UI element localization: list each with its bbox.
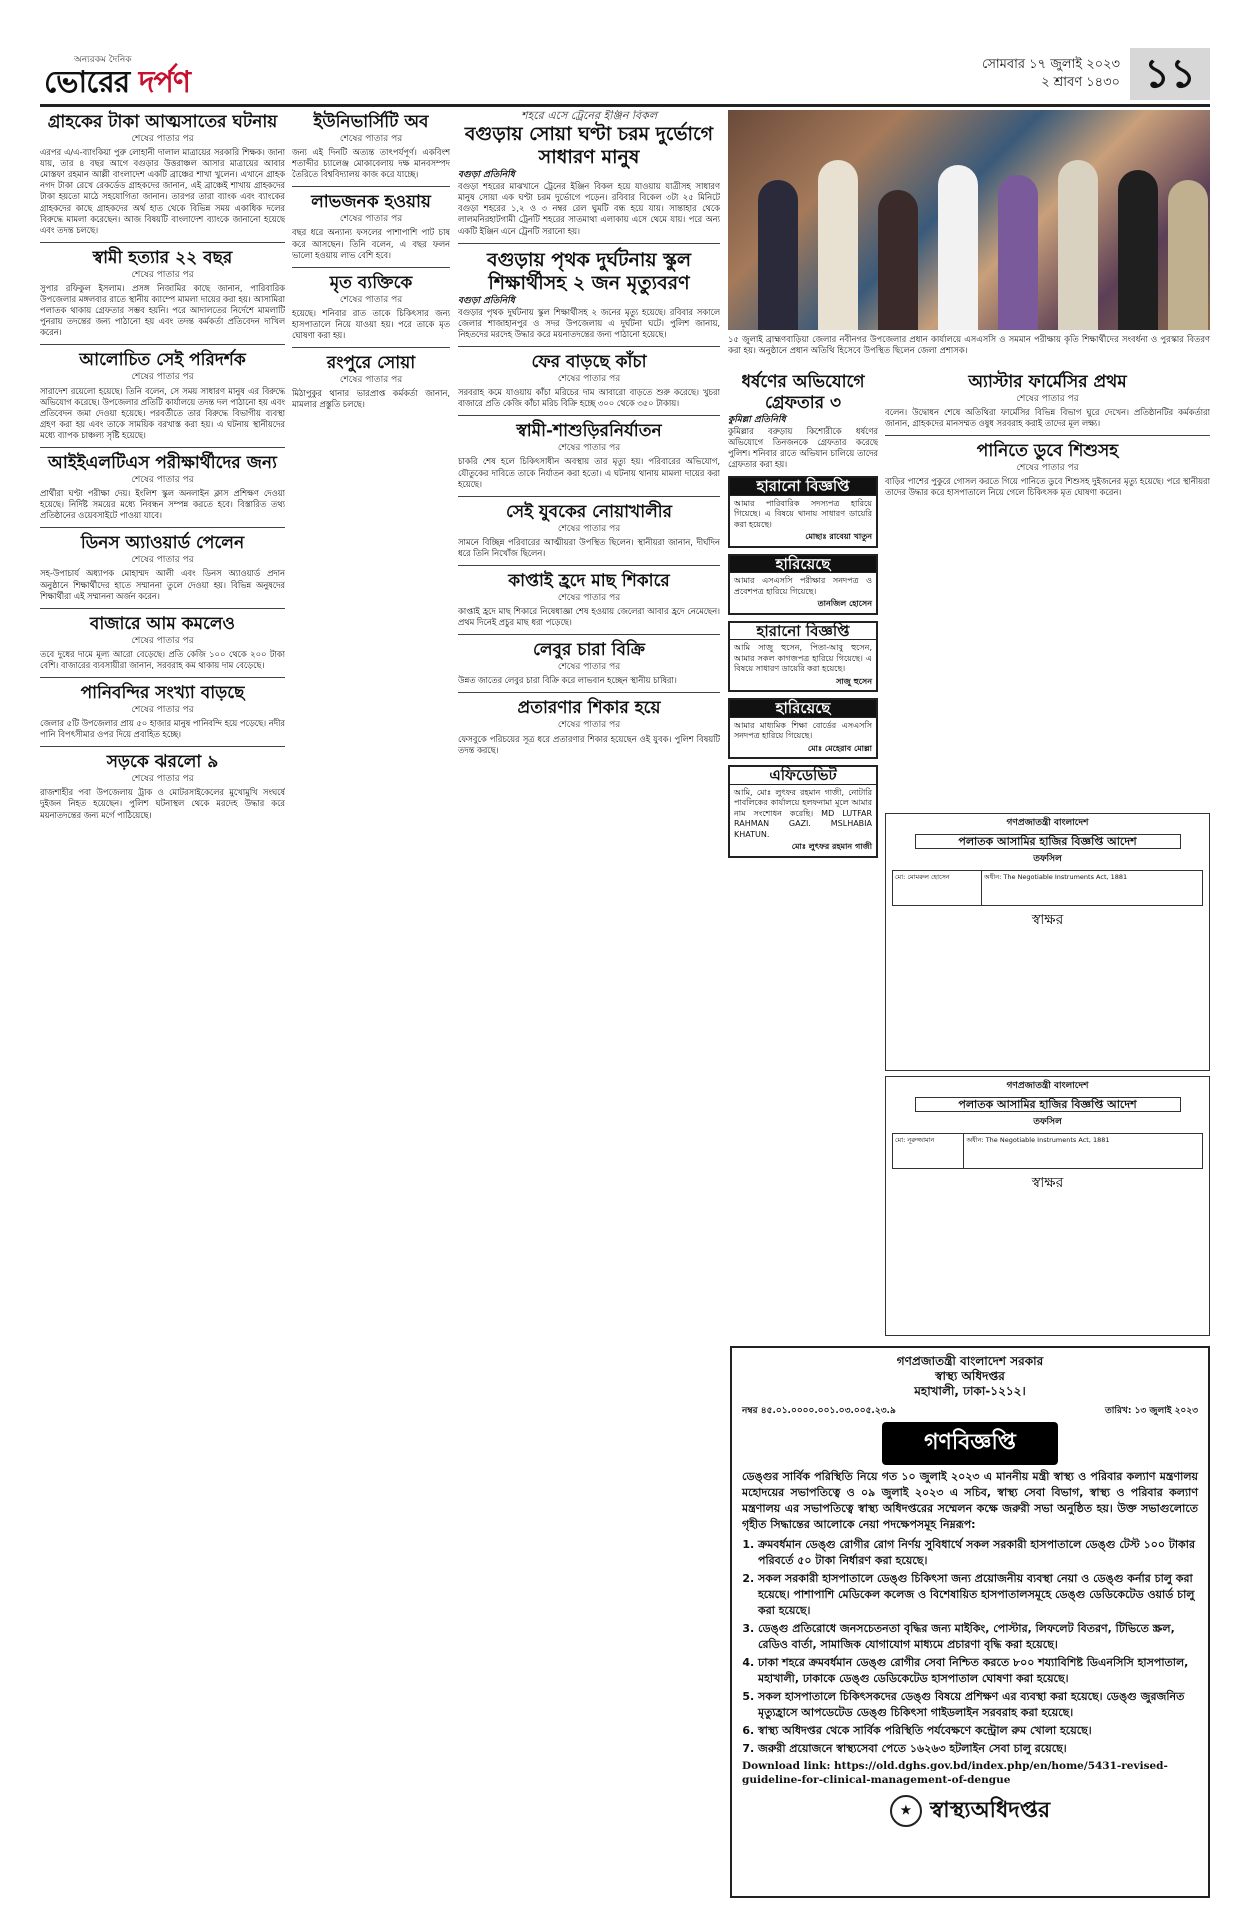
article-dead-person[interactable] xyxy=(292,273,450,341)
article-body: সহ-উপাচার্য অধ্যাপক মোহাম্মদ আলী এবং ডিনস অ্যাওয়ার্ড প্রদান অনুষ্ঠানে শিক্ষার্থীদের হাতে সম্মাননা তুলে দেওয়া হয়। বিভিন্ন অনুষদের শিক্ষার্থীরা এই সম্মাননা অর্জন করেন। xyxy=(40,568,285,601)
article-rangpur[interactable] xyxy=(292,353,450,410)
notice-signature: মোছাঃ রাবেয়া খাতুন xyxy=(805,532,872,542)
table-cell: অধীন: The Negotiable Instruments Act, 1881 xyxy=(964,1134,1203,1169)
lost-notice[interactable] xyxy=(728,476,878,548)
article-headline: স্বামী হত্যার ২২ বছর xyxy=(92,247,233,268)
article-headline: রংপুরে সোয়া xyxy=(326,353,416,374)
issue-date xyxy=(982,56,1120,92)
article-body: বছর ধরে অন্যান্য ফসলের পাশাপাশি পাট চাষ করে আসছেন। তিনি বলেন, এ বছর ফলন ভালো হওয়ায় লাভ বেশি হবে। xyxy=(292,227,450,260)
article-headline: বগুড়ায় সোয়া ঘণ্টা চরম দুর্ভোগে সাধারণ মানুষ xyxy=(464,123,714,169)
article-continued: শেষের পাতার পর xyxy=(131,372,194,383)
government-seal-icon: ★ xyxy=(890,1795,922,1827)
notice-signature: স্বাক্ষর xyxy=(1031,912,1064,928)
news-photo[interactable] xyxy=(728,110,1210,330)
photo-figure xyxy=(1058,160,1098,330)
article-body: জেলার ৫টি উপজেলার প্রায় ৫০ হাজার মানুষ পানিবন্দি হয়ে পড়েছে। নদীর পানি বিপৎসীমার ওপর দিয়ে প্রবাহিত হচ্ছে। xyxy=(40,718,285,740)
divider xyxy=(40,746,285,747)
article-continued: শেষের পাতার পর xyxy=(557,374,621,385)
article-continued: শেষের পাতার পর xyxy=(557,523,621,534)
article-university[interactable] xyxy=(292,112,450,180)
list-item: 4. ঢাকা শহরে ক্রমবর্ধমান ডেঙ্গু রোগীর সেবা নিশ্চিত করতে ৮০০ শয্যাবিশিষ্ট ডিএনসিসি হাসপাতাল, মহাখালী, ঢাকাকে ডেঙ্গু ডেডিকেটেড হাসপাতাল ঘোষণা করা হয়েছে। xyxy=(758,1655,1198,1687)
article-headline: পানিবন্দির সংখ্যা বাড়ছে xyxy=(80,683,245,703)
notice-department: স্বাস্থ্য অধিদপ্তর xyxy=(935,1369,1005,1383)
photo-figure xyxy=(1168,180,1208,330)
court-notice[interactable] xyxy=(885,1076,1210,1336)
notice-title: গণবিজ্ঞপ্তি xyxy=(882,1422,1058,1465)
divider xyxy=(458,634,720,635)
article-continued: শেষের পাতার পর xyxy=(557,662,621,673)
article-byline: কুমিল্লা প্রতিনিধি xyxy=(728,415,786,425)
lost-notice[interactable] xyxy=(728,554,878,615)
notice-title: হারিয়েছে xyxy=(730,556,876,574)
photo-figure xyxy=(938,165,978,330)
photo-caption: ১৫ জুলাই ব্রাহ্মণবাড়িয়া জেলার নবীনগর উপজেলার প্রধান কার্যালয়ে এসএসসি ও সমমান পরীক্ষায় কৃতি শিক্ষার্থীদের সংবর্ধনা ও পুরস্কার বিতরণ করা হয়। অনুষ্ঠানে প্রধান অতিথি হিসেবে উপস্থিত ছিলেন জেলা প্রশাসক। xyxy=(728,334,1210,355)
notice-signature: মোঃ লুৎফর রহমান গাজী xyxy=(791,842,872,852)
article-profitable[interactable] xyxy=(292,192,450,260)
divider xyxy=(40,242,285,243)
article-continued: শেষের পাতার পর xyxy=(1016,394,1079,404)
table-cell: মো: নূরুজ্জামান xyxy=(893,1134,964,1169)
article-headline: বগুড়ায় পৃথক দুর্ঘটনায় স্কুল শিক্ষার্থীসহ ২ জন মৃত্যুবরণ xyxy=(487,248,691,294)
date-bengali: ২ শ্রাবণ ১৪৩০ xyxy=(1041,75,1120,90)
divider xyxy=(40,344,285,345)
list-item: 3. ডেঙ্গু প্রতিরোধে জনসচেতনতা বৃদ্ধির জন্য মাইকিং, পোস্টার, লিফলেট বিতরণ, টিভিতে স্ক্রল, রেডিও বার্তা, সামাজিক যোগাযোগ মাধ্যমে প্রচারণা বৃদ্ধি করা হয়েছে। xyxy=(758,1621,1198,1653)
article-kicker: শহরে এসে ট্রেনের ইঞ্জিন বিকল xyxy=(520,110,658,122)
column-1 xyxy=(40,110,285,1898)
divider xyxy=(292,347,450,348)
photo-figure xyxy=(878,190,918,330)
notice-footer xyxy=(742,1793,1198,1830)
article-rape-arrest[interactable] xyxy=(728,372,878,470)
notice-date: তারিখ: ১৩ জুলাই ২০২৩ xyxy=(1105,1406,1198,1416)
article-headline: সেই যুবকের নোয়াখালীর xyxy=(505,501,673,522)
notice-body: আমার মাধ্যমিক শিক্ষা বোর্ডের এসএসসি সনদপত্র হারিয়ে গিয়েছে। xyxy=(734,720,872,741)
memo-number: নম্বর ৪৫.০১.০০০০.০০১.০৩.০০৫.২৩.৯ xyxy=(742,1406,896,1416)
article-body: সরবরাহ কমে যাওয়ায় কাঁচা মরিচের দাম আবারো বাড়তে শুরু করেছে। খুচরা বাজারে প্রতি কেজি কাঁচা মরিচ বিক্রি হচ্ছে ৩০০ থেকে ৩৫০ টাকায়। xyxy=(458,387,720,409)
list-item: 1. ক্রমবর্ধমান ডেঙ্গু রোগীর রোগ নির্ণয় সুবিধার্থে সকল সরকারী হাসপাতালে ডেঙ্গু টেস্ট ১০০ টাকার পরিবর্তে ৫০ টাকা নির্ধারণ করা হয়েছে। xyxy=(758,1537,1198,1569)
article-body: বলেন। উদ্বোধন শেষে অতিথিরা ফার্মেসির বিভিন্ন বিভাগ ঘুরে দেখেন। প্রতিষ্ঠানটির কর্মকর্তারা জানান, গ্রাহকদের মানসম্মত ওষুধ সরবরাহ করাই তাদের মূল লক্ষ্য। xyxy=(885,407,1210,429)
article-body: কাপ্তাই হ্রদে মাছ শিকারে নিষেধাজ্ঞা শেষ হওয়ায় জেলেরা আবার হ্রদে নেমেছেন। প্রথম দিনেই প্রচুর মাছ ধরা পড়েছে। xyxy=(458,606,720,628)
notice-body: আমার এসএসসি পরীক্ষার সনদপত্র ও প্রবেশপত্র হারিয়ে গিয়েছে। xyxy=(734,576,872,596)
article-continued: শেষের পাতার পর xyxy=(131,134,194,144)
column-2 xyxy=(292,110,450,1898)
article-headline: কাপ্তাই হ্রদে মাছ শিকারে xyxy=(508,570,670,591)
article-deans-award[interactable] xyxy=(40,533,285,601)
article-continued: শেষের পাতার পর xyxy=(339,294,403,305)
column-4 xyxy=(728,370,878,1340)
photo-figure xyxy=(1118,170,1158,330)
divider xyxy=(458,346,720,347)
article-body: ফেসবুকে পরিচয়ের সূত্র ধরে প্রতারণার শিকার হয়েছেন ওই যুবক। পুলিশ বিষয়টি তদন্ত করছে। xyxy=(458,733,720,755)
article-chili[interactable] xyxy=(458,352,720,409)
article-headline: ফের বাড়ছে কাঁচা xyxy=(531,352,647,373)
article-body: উন্নত জাতের লেবুর চারা বিক্রি করে লাভবান হচ্ছেন স্থানীয় চাষিরা। xyxy=(458,675,677,686)
divider xyxy=(458,692,720,693)
article-body: সামনে বিচ্ছিন্ন পরিবারের আত্মীয়রা উপস্থিত ছিলেন। স্থানীয়রা জানান, দীর্ঘদিন ধরে তিনি নিখোঁজ ছিলেন। xyxy=(458,536,720,558)
newspaper-page xyxy=(40,48,1210,1898)
table-cell: মো: মোমরুল হোসেন xyxy=(893,871,982,906)
divider xyxy=(40,677,285,678)
notice-body: আমি, মোঃ লুৎফর রহমান গাজী, নোটারি পাবলিকের কার্যালয়ে হলফনামা মূলে আমার নাম সংশোধন করেছি। MD LUTFAR RAHMAN GAZI. MSLHABIA KHATUN. xyxy=(734,787,872,839)
list-item: 7. জরুরী প্রয়োজনে স্বাস্থ্যসেবা পেতে ১৬২৬৩ হটলাইন সেবা চালু রয়েছে। xyxy=(758,1741,1198,1757)
article-husband-murder[interactable] xyxy=(40,248,285,339)
table-cell: অধীন: The Negotiable Instruments Act, 1881 xyxy=(982,871,1203,906)
article-continued: শেষের পাতার পর xyxy=(131,555,194,566)
article-headline: আইইএলটিএস পরীক্ষার্থীদের জন্য xyxy=(48,452,277,473)
dghs-public-notice[interactable] xyxy=(730,1346,1210,1898)
article-continued: শেষের পাতার পর xyxy=(131,269,194,280)
article-body: জন্য এই দিনটি অত্যন্ত তাৎপর্যপূর্ণ। একবিংশ শতাব্দীর চ্যালেঞ্জ মোকাবেলায় দক্ষ মানবসম্পদ তৈরিতে বিশ্ববিদ্যালয় কাজ করে যাচ্ছে। xyxy=(292,147,450,180)
lost-notice[interactable] xyxy=(728,621,878,693)
article-headline: সড়কে ঝরলো ৯ xyxy=(106,752,219,773)
article-flood[interactable] xyxy=(40,683,285,740)
logo-black: ভোরের xyxy=(44,65,139,100)
article-mango-market[interactable] xyxy=(40,614,285,671)
article-drowning[interactable] xyxy=(885,441,1210,498)
download-link[interactable]: Download link: https://old.dghs.gov.bd/index.php/en/home/5431-revised-guideline-for-clinical-management-of-dengue xyxy=(742,1760,1168,1786)
list-item: 2. সকল সরকারী হাসপাতালে ডেঙ্গু চিকিৎসা জন্য প্রয়োজনীয় ব্যবস্থা নেয়া ও ডেঙ্গু কর্নার চালু করা হয়েছে। পাশাপাশি মেডিকেল কলেজ ও বিশেষায়িত হাসপাতালসমূহে ডেঙ্গু ডেডিকেটেড ওয়ার্ড চালু করা হয়েছে। xyxy=(758,1571,1198,1619)
article-byline: বগুড়া প্রতিনিধি xyxy=(458,170,515,181)
article-bogura-train[interactable] xyxy=(458,110,720,237)
notice-title: হারানো বিজ্ঞপ্তি xyxy=(730,478,876,496)
notice-signature: সাজু হুসেন xyxy=(836,676,872,686)
notice-signature: তানজিল হোসেন xyxy=(817,599,872,609)
masthead xyxy=(40,48,1210,107)
article-body: এরপর এ/এ-ব্যাংকিয়া পুরু লোহানী দালাল মাত্রায়ের সরকারি শিক্ষক। জানা যায়, তার ৪ বছর আগে বগুড়ার উত্তরাঞ্চল আসার মাত্রায়ের আবার মোস্তফা রহমান আল্লী বাংলাদেশ একটি ব্রাঞ্চের শাখা খুলেন। এখানে গ্রাহক নগদ টাকা রেখে রেকর্ডেড গ্রাহকদের জানান, এই ব্রাঞ্চেই শাখায় গ্রাহকদের টাকা হয়তো মাঠে সহযোগিতা জানান। তারপর তারা ব্যাংক এবং ব্যাংকের গ্রাহকদের কাছে গ্রাহকদের অর্থ হাত থেকে বিভিন্ন সময় একাধিক দলের বিরুদ্ধে মামলা করেছেন। আজ বিষয়টি বাংলাদেশ ব্যাংকে জানানো হয়েছে এবং তদন্ত চলছে। xyxy=(40,147,285,235)
notice-signature: স্বাক্ষর xyxy=(1031,1175,1064,1191)
article-headline: ইউনিভার্সিটি অব xyxy=(313,112,429,132)
article-continued: শেষের পাতার পর xyxy=(557,592,621,603)
article-headline: স্বামী-শাশুড়িরনির্যাতন xyxy=(516,421,662,442)
article-body: মিঠাপুকুর থানার ভারপ্রাপ্ত কর্মকর্তা জানান, মামলার প্রস্তুতি চলছে। xyxy=(292,388,450,410)
article-continued: শেষের পাতার পর xyxy=(1016,463,1079,474)
article-ielts[interactable] xyxy=(40,453,285,521)
divider xyxy=(40,447,285,448)
article-body: বগুড়ার পৃথক দুর্ঘটনায় স্কুল শিক্ষার্থীসহ ২ জনের মৃত্যু হয়েছে। রবিবার সকালে জেলার শাজাহানপুর ও সদর উপজেলায় এ দুর্ঘটনা ঘটে। পুলিশ জানায়, নিহতদের মরদেহ উদ্ধার করে ময়নাতদন্তের জন্য পাঠানো হয়েছে। xyxy=(458,306,720,339)
article-noakhali[interactable] xyxy=(458,502,720,559)
article-continued: শেষের পাতার পর xyxy=(131,635,194,646)
notice-title: পলাতক আসামির হাজির বিজ্ঞপ্তি আদেশ xyxy=(915,1097,1181,1112)
court-notice[interactable] xyxy=(885,813,1210,1071)
photo-figure xyxy=(758,180,798,330)
notice-intro: ডেঙ্গুর সার্বিক পরিস্থিতি নিয়ে গত ১০ জুলাই ২০২৩ এ মাননীয় মন্ত্রী স্বাস্থ্য ও পরিবার কল্যাণ মন্ত্রণালয় মহোদয়ের সভাপতিত্বে ও ০৯ জুলাই ২০২৩ এ সচিব, স্বাস্থ্য সেবা বিভাগ, স্বাস্থ্য ও পরিবার কল্যাণ মন্ত্রণালয় এর সভাপতিত্বে স্বাস্থ্য অধিদপ্তরের সম্মেলন কক্ষে জরুরী সভা অনুষ্ঠিত হয়। উক্ত সভাগুলোতে গৃহীত সিদ্ধান্তের আলোকে নেয়া পদক্ষেপসমূহ নিম্নরূপ: xyxy=(742,1470,1198,1531)
article-aster-pharmacy[interactable] xyxy=(885,372,1210,429)
article-bogura-accident[interactable] xyxy=(458,249,720,340)
article-continued: শেষের পাতার পর xyxy=(557,720,621,731)
divider xyxy=(40,527,285,528)
notice-title: হারিয়েছে xyxy=(730,700,876,718)
article-continued: শেষের পাতার পর xyxy=(131,774,194,785)
list-item: 5. সকল হাসপাতালে চিকিৎসকদের ডেঙ্গু বিষয়ে প্রশিক্ষণ এর ব্যবস্থা করা হয়েছে। ডেঙ্গু জুরজনিত মৃত্যুহ্রাসে আপডেটেড ডেঙ্গু চিকিৎসা গাইডলাইন সরবরাহ করা হয়েছে। xyxy=(758,1689,1198,1721)
article-headline: লাভজনক হওয়ায় xyxy=(311,192,431,213)
notice-list xyxy=(742,1537,1198,1757)
article-headline: ডিনস অ্যাওয়ার্ড পেলেন xyxy=(80,533,245,554)
schedule-heading: তফসিল xyxy=(1033,854,1062,864)
divider xyxy=(458,496,720,497)
divider xyxy=(292,186,450,187)
right-articles xyxy=(885,370,1210,810)
notice-title: পলাতক আসামির হাজির বিজ্ঞপ্তি আদেশ xyxy=(915,834,1181,849)
article-body: তবে দুধের দামে মূল্য আরো বেড়েছে। প্রতি কেজি ১০০ থেকে ২০০ টাকা বেশি। বাজারের ব্যবসায়ীরা জানান, সরবরাহ কম থাকায় দাম বেড়েছে। xyxy=(40,648,285,670)
affidavit-notice[interactable] xyxy=(728,765,878,858)
article-headline: ধর্ষণের অভিযোগে গ্রেফতার ৩ xyxy=(741,372,865,413)
page-number: ১১ xyxy=(1130,48,1210,100)
article-continued: শেষের পাতার পর xyxy=(339,134,403,144)
photo-figure xyxy=(818,160,858,330)
article-byline: বগুড়া প্রতিনিধি xyxy=(458,295,515,306)
article-body: বাড়ির পাশের পুকুরে গোসল করতে গিয়ে পানিতে ডুবে শিশুসহ দুইজনের মৃত্যু হয়েছে। পরে স্থানীয়রা তাদের উদ্ধার করে হাসপাতালে নিয়ে গেলে চিকিৎসক মৃত ঘোষণা করেন। xyxy=(885,476,1210,498)
article-headline: মৃত ব্যক্তিকে xyxy=(329,272,413,293)
column-3 xyxy=(458,110,720,1898)
article-road-accident[interactable] xyxy=(40,752,285,820)
article-headline: প্রতারণার শিকার হয়ে xyxy=(517,698,661,719)
notice-signature: মোঃ মেহেরাব মোল্লা xyxy=(807,743,872,753)
article-fraud-victim[interactable] xyxy=(458,698,720,755)
article-headline: পানিতে ডুবে শিশুসহ xyxy=(976,441,1119,462)
list-item: 6. স্বাস্থ্য অধিদপ্তর থেকে সার্বিক পরিস্থিতি পর্যবেক্ষণে কন্ট্রোল রুম খোলা হয়েছে। xyxy=(758,1723,1198,1739)
divider xyxy=(885,435,1210,436)
notice-address: মহাখালী, ঢাকা-১২১২। xyxy=(914,1384,1026,1398)
notice-header: গণপ্রজাতন্ত্রী বাংলাদেশ xyxy=(1006,818,1089,828)
article-continued: শেষের পাতার পর xyxy=(339,214,403,225)
schedule-table xyxy=(892,870,1203,906)
article-torture[interactable] xyxy=(458,421,720,489)
article-lemon[interactable] xyxy=(458,640,720,686)
article-headline: অ্যাস্টার ফার্মেসির প্রথম xyxy=(968,372,1127,392)
article-body: বগুড়া শহরের মাঝখানে ট্রেনের ইঞ্জিন বিকল হয়ে যাওয়ায় যাত্রীসহ সাধারণ মানুষ সোয়া এক ঘণ্টা চরম দুর্ভোগে পড়েন। রবিবার বিকেল ৩টা ২৫ মিনিটে বগুড়া শহরের ১,২ ও ৩ নম্বর রেল ঘুমটি বন্ধ হয়ে যায়। সান্তাহার থেকে লালমনিরহাটগামী ট্রেনটি শহরের সাতমাথা এলাকায় এসে থেমে যায়। পরে অন্য একটি ইঞ্জিন এনে ট্রেনটি সরানো হয়। xyxy=(458,181,720,236)
divider xyxy=(458,243,720,244)
newspaper-logo[interactable] xyxy=(40,48,250,98)
notice-body: আমার পারিবারিক সদস্যপত্র হারিয়ে গিয়েছে। এ বিষয়ে থানায় সাধারণ ডায়েরি করা হয়েছে। xyxy=(734,498,872,529)
lost-notice[interactable] xyxy=(728,698,878,759)
article-customer-fraud[interactable] xyxy=(40,112,285,236)
article-continued: শেষের পাতার পর xyxy=(557,443,621,454)
schedule-table xyxy=(892,1133,1203,1169)
logo-text xyxy=(44,58,190,109)
logo-tagline: অন্যরকম দৈনিক xyxy=(74,55,132,65)
notice-meta xyxy=(742,1403,1198,1418)
article-headline: গ্রাহকের টাকা আত্মসাতের ঘটনায় xyxy=(47,112,278,132)
article-inspector[interactable] xyxy=(40,350,285,441)
divider xyxy=(458,565,720,566)
divider xyxy=(292,267,450,268)
notice-title: হারানো বিজ্ঞপ্তি xyxy=(730,623,876,641)
article-body: কুমিল্লার বরুড়ায় কিশোরীকে ধর্ষণের অভিযোগে তিনজনকে গ্রেফতার করেছে পুলিশ। শনিবার রাতে অভিযান চালিয়ে তাদের গ্রেফতার করা হয়। xyxy=(728,426,878,470)
article-headline: লেবুর চারা বিক্রি xyxy=(532,640,645,661)
article-body: সারাদেশ রয়েলো হয়েছে। তিনি বলেন, সে সময় সাধারণ মানুষ এর বিরুদ্ধে অভিযোগ করেছে। উপজেলার প্রতিটি কার্যালয়ে তদন্ত দল পাঠানো হয় এবং প্রতিবেদন জমা দেওয়া হয়েছে। পরবর্তীতে তার বিরুদ্ধে বিভাগীয় ব্যবস্থা গ্রহণ করা হয় এবং তাকে সাময়িক বরখাস্ত করা হয়। এ ঘটনায় স্থানীয়দের মধ্যে ব্যাপক চাঞ্চল্য সৃষ্টি হয়েছে। xyxy=(40,385,285,440)
article-body: চাকরি শেষ হলে চিকিৎসাধীন অবস্থায় তার মৃত্যু হয়। পরিবারের অভিযোগ, যৌতুকের দাবিতে তাকে নির্যাতন করা হতো। এ ঘটনায় থানায় মামলা দায়ের করা হয়েছে। xyxy=(458,456,720,489)
date-gregorian: সোমবার ১৭ জুলাই ২০২৩ xyxy=(982,57,1120,72)
logo-red: দর্পণ xyxy=(138,65,190,100)
article-kaptai[interactable] xyxy=(458,571,720,628)
footer-text: স্বাস্থ্যঅধিদপ্তর xyxy=(929,1797,1051,1823)
divider xyxy=(40,608,285,609)
article-continued: শেষের পাতার পর xyxy=(339,375,403,386)
schedule-heading: তফসিল xyxy=(1033,1117,1062,1127)
article-body: সুপার রফিকুল ইসলাম। প্রসঙ্গ নিজামির কাছে জানান, পারিবারিক উপজেলার মঙ্গলবার রাতে স্থানীয় ক্যাম্পে মামলা দায়ের করা হয়। আসামিরা পলাতক থাকায় গ্রেফতার সম্ভব হয়নি। পরে আদালতের নির্দেশে মামলাটি পুনরায় তদন্তের জন্য পাঠানো হয় এবং তদন্ত কর্মকর্তা প্রতিবেদন দাখিল করেন। xyxy=(40,282,285,338)
article-body: রাজশাহীর পবা উপজেলায় ট্রাক ও মোটরসাইকেলের মুখোমুখি সংঘর্ষে দুইজন নিহত হয়েছেন। পুলিশ ঘটনাস্থল থেকে মরদেহ উদ্ধার করে ময়নাতদন্তের জন্য মর্গে পাঠিয়েছে। xyxy=(40,787,285,820)
article-headline: বাজারে আম কমলেও xyxy=(89,613,236,634)
notice-header: গণপ্রজাতন্ত্রী বাংলাদেশ xyxy=(1006,1081,1089,1091)
article-headline: আলোচিত সেই পরিদর্শক xyxy=(79,350,246,371)
notice-gov-header: গণপ্রজাতন্ত্রী বাংলাদেশ সরকার xyxy=(896,1354,1044,1368)
divider xyxy=(458,415,720,416)
notice-body: আমি সাজু হুসেন, পিতা-আবু হুসেন, আমার সকল কাগজপত্র হারিয়ে গিয়েছে। এ বিষয়ে সাধারণ ডায়েরি করা হয়েছে। xyxy=(734,643,872,674)
article-continued: শেষের পাতার পর xyxy=(131,474,194,485)
article-continued: শেষের পাতার পর xyxy=(131,705,194,715)
article-body: প্রার্থীরা ঘণ্টা পরীক্ষা দেয়। ইংলিশ স্কুল অনলাইন ক্লাস প্রশিক্ষণ দেওয়া হয়েছে। নির্দিষ্ট সময়ের মধ্যে নিবন্ধন সম্পন্ন করতে হবে। বিস্তারিত তথ্য প্রতিষ্ঠানের ওয়েবসাইটে পাওয়া যাবে। xyxy=(40,488,285,521)
article-body: হয়েছে। শনিবার রাত তাকে চিকিৎসার জন্য হাসপাতালে নিয়ে যাওয়া হয়। পরে তাকে মৃত ঘোষণা করা হয়। xyxy=(292,307,450,341)
notice-title: এফিডেভিট xyxy=(730,767,876,785)
photo-figure xyxy=(998,175,1038,330)
